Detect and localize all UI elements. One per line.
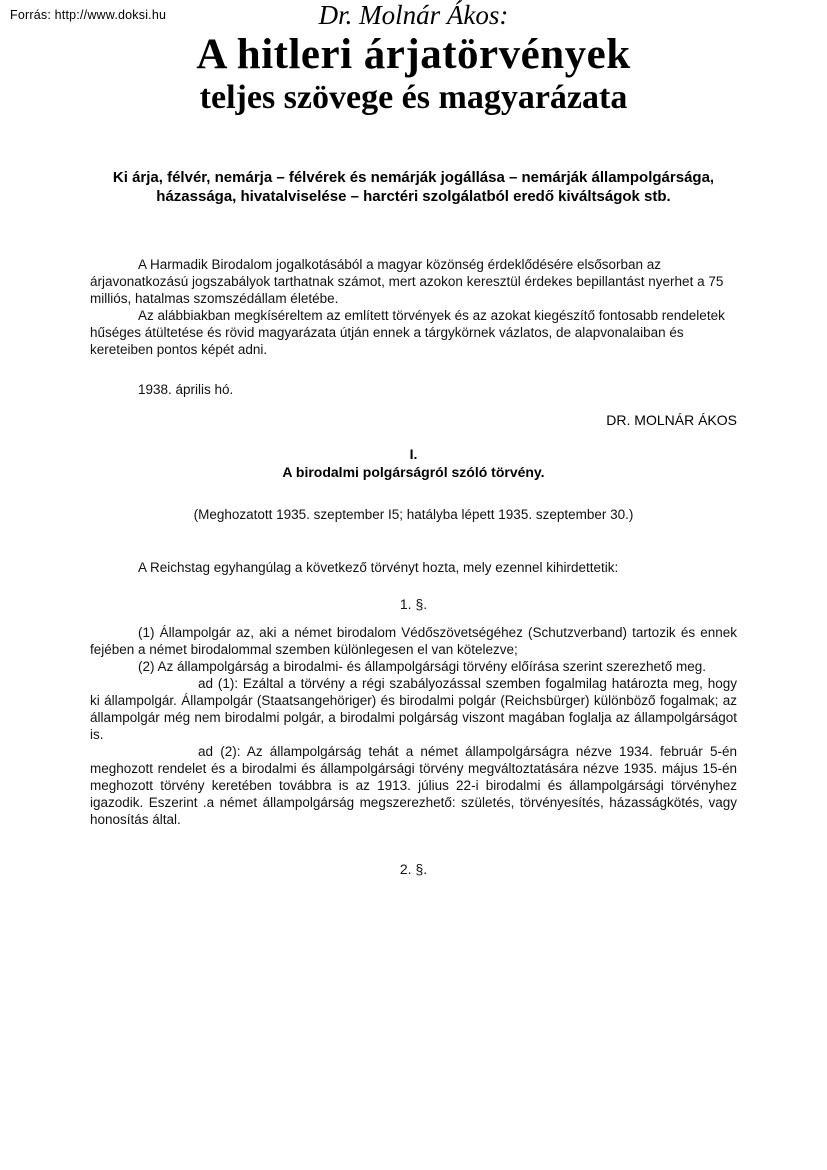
enactment-note: (Meghozatott 1935. szeptember I5; hatályba lépett 1935. szeptember 30.) — [193, 507, 634, 522]
source-url: Forrás: http://www.doksi.hu — [10, 8, 167, 22]
paragraph-2-heading: 2. §. — [399, 861, 428, 877]
law-clause-2: (2) Az állampolgárság a birodalmi- és állampolgársági törvény előírása szerint szerezhető meg. — [138, 659, 707, 674]
main-title-line1: A hitleri árjatörvények — [196, 31, 631, 78]
law-commentary-ad2: ad (2): Az állampolgárság tehát a német állampolgárságra nézve 1934. február 5-én meghozott rendelet és a birodalmi és állampolgársági törvény megváltoztatására nézve 1935. május 15-én meghozott törvény keretében továbbra is az 1913. július 22-i birodalmi és állampolgársági törvényhez igazodik. Eszerint .a német állampolgárság megszerezhető: születés, törvényesítés, házasságkötés, vagy honosítás által. — [90, 744, 737, 827]
subtitle: Ki árja, félvér, nemárja – félvérek és nemárják jogállása – nemárják állampolgársága, házassága, hivatalviselése – harctéri szolgálatból eredő kiváltságok stb. — [112, 169, 715, 205]
main-title-line2: teljes szövege és magyarázata — [199, 79, 628, 116]
proclamation-line: A Reichstag egyhangúlag a következő törvényt hozta, mely ezennel kihirdettetik: — [138, 560, 619, 575]
law-clause-1: (1) Állampolgár az, aki a német birodalom Védőszövetségéhez (Schutzverband) tartozik és ennek fejében a német birodalommal szemben különlegesen el van kötelezve; — [90, 625, 737, 657]
date-line: 1938. április hó. — [138, 382, 234, 397]
section-heading: A birodalmi polgárságról szóló törvény. — [282, 464, 545, 480]
author-signature: DR. MOLNÁR ÁKOS — [606, 412, 737, 428]
author-line: Dr. Molnár Ákos: — [318, 0, 509, 30]
intro-paragraph-1: A Harmadik Birodalom jogalkotásából a magyar közönség érdeklődésére elsősorban az árjavonatkozású jogszabályok tarthatnak számot, mert azokon keresztül érdekes bepillantást nyerhet a 75 milliós, hatalmas szomszédállam életébe. — [90, 257, 724, 306]
law-commentary-ad1: ad (1): Ezáltal a törvény a régi szabályozással szemben fogalmilag határozta meg, hogy ki állampolgár. Állampolgár (Staatsangehöriger) és birodalmi polgár (Reichsbürger) különböző fogalmak; az állampolgár még nem birodalmi polgár, a birodalmi polgárság viszont magában foglalja az állampolgárságot is. — [90, 676, 737, 742]
paragraph-1-heading: 1. §. — [399, 596, 428, 612]
intro-paragraph-2: Az alábbiakban megkíséreltem az említett törvények és az azokat kiegészítő fontosabb rendeletek hűséges átültetése és rövid magyarázata útján ennek a tárgykörnek vázlatos, de alapvonalaiban és kereteiben pontos képét adni. — [90, 308, 725, 357]
section-number: I. — [409, 446, 418, 462]
